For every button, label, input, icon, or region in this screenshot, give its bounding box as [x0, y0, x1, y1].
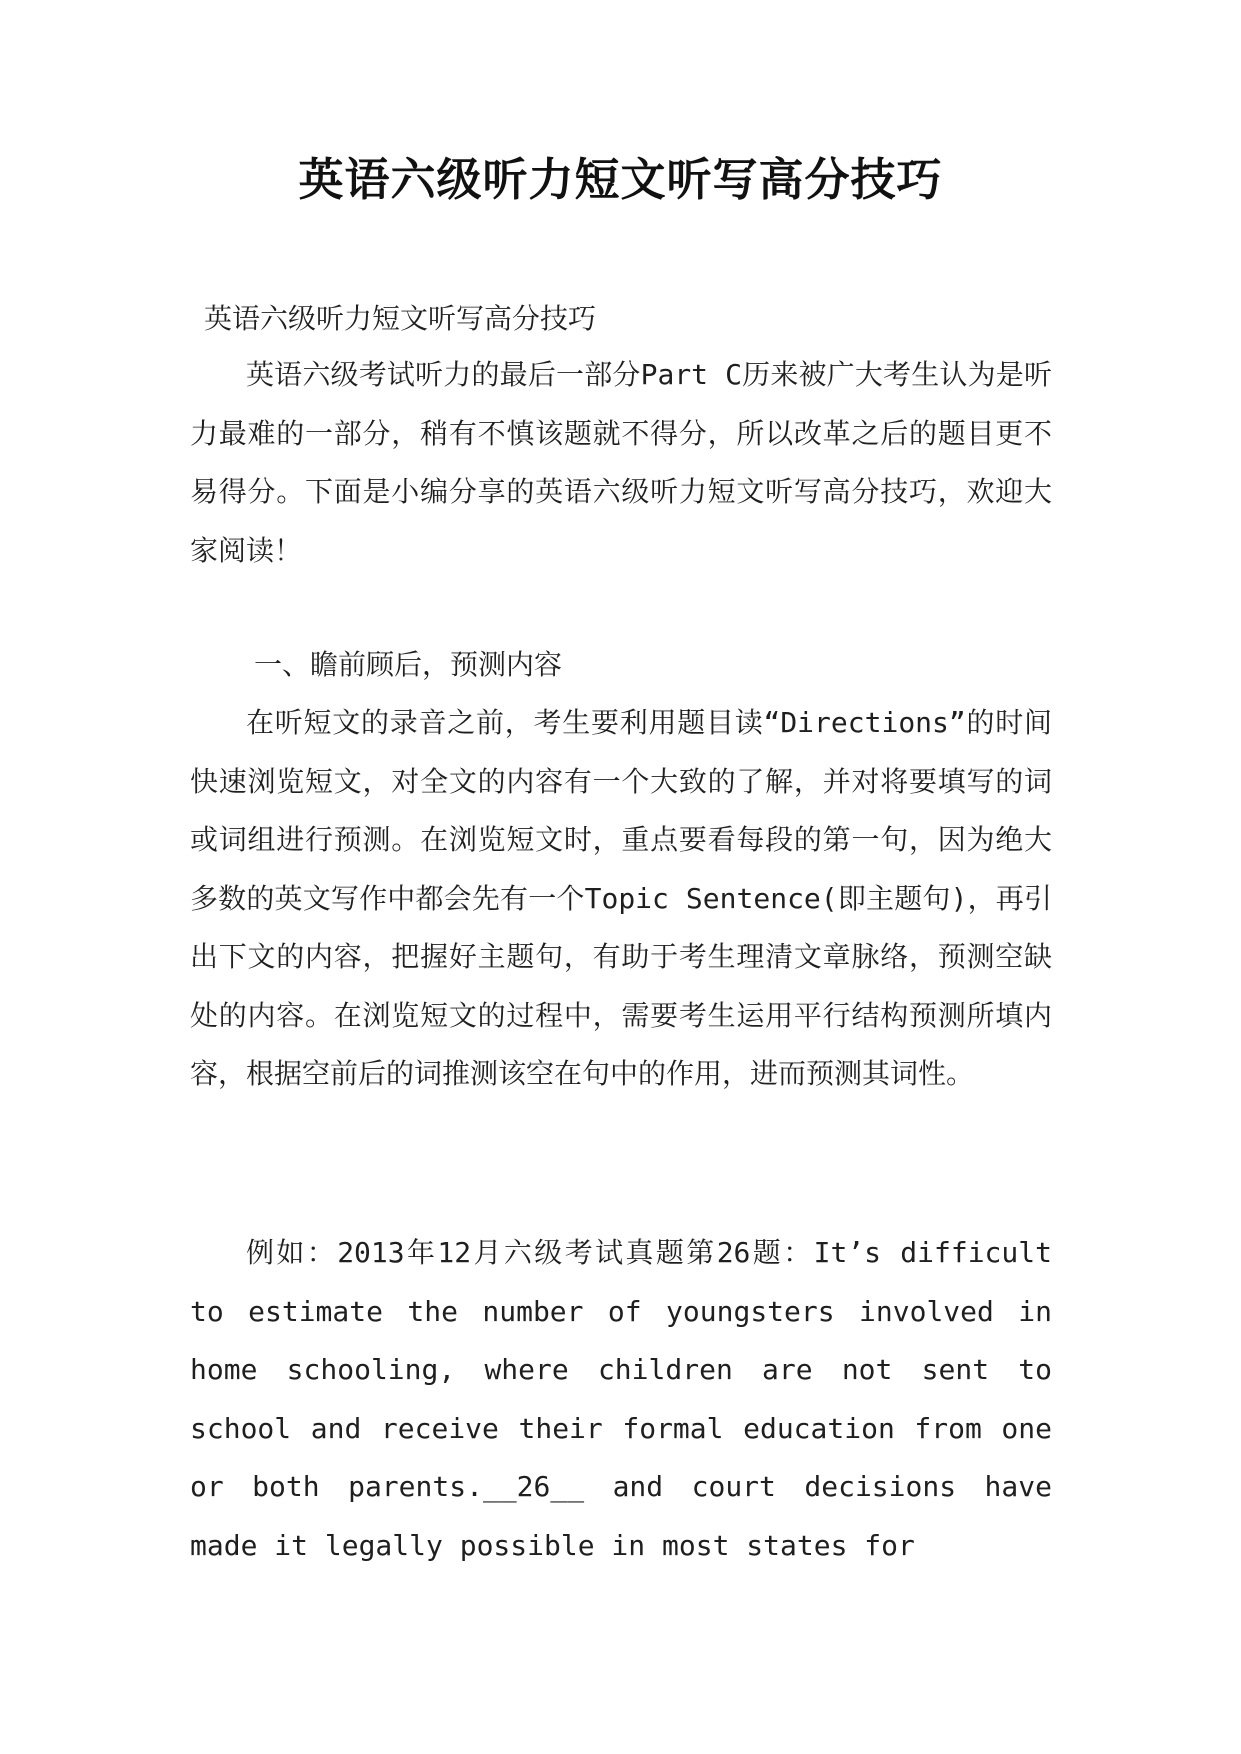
document-subtitle: 英语六级听力短文听写高分技巧 [204, 302, 597, 335]
body-paragraph: 在听短文的录音之前，考生要利用题目读“Directions”的时间快速浏览短文，对全文的内容有一个大致的了解，并对将要填写的词或词组进行预测。在浏览短文时，重点要看每段的第一句，因为绝大多数的英文写作中都会先有一个Topic Sentence(即主题句)，再引出下文的内容，把握好主题句，有助于考生理清文章脉络，预测空缺处的内容。在浏览短文的过程中，需要考生运用平行结构预测所填内容，根据空前后的词推测该空在句中的作用，进而预测其词性。 [190, 706, 1052, 1090]
document-title: 英语六级听力短文听写高分技巧 [298, 153, 943, 206]
section-heading: 一、瞻前顾后，预测内容 [254, 648, 563, 681]
example-paragraph: 例如：2013年12月六级考试真题第26题：It’s difficult to estimate the number of youngsters involved in home schooling, where children are not sent to school and receive their formal education from one or both parents.__26__ and court decisions have made it legally possible in most states for [190, 1236, 1052, 1562]
intro-paragraph: 英语六级考试听力的最后一部分Part C历来被广大考生认为是听力最难的一部分，稍有不慎该题就不得分，所以改革之后的题目更不易得分。下面是小编分享的英语六级听力短文听写高分技巧，欢迎大家阅读！ [190, 358, 1052, 567]
